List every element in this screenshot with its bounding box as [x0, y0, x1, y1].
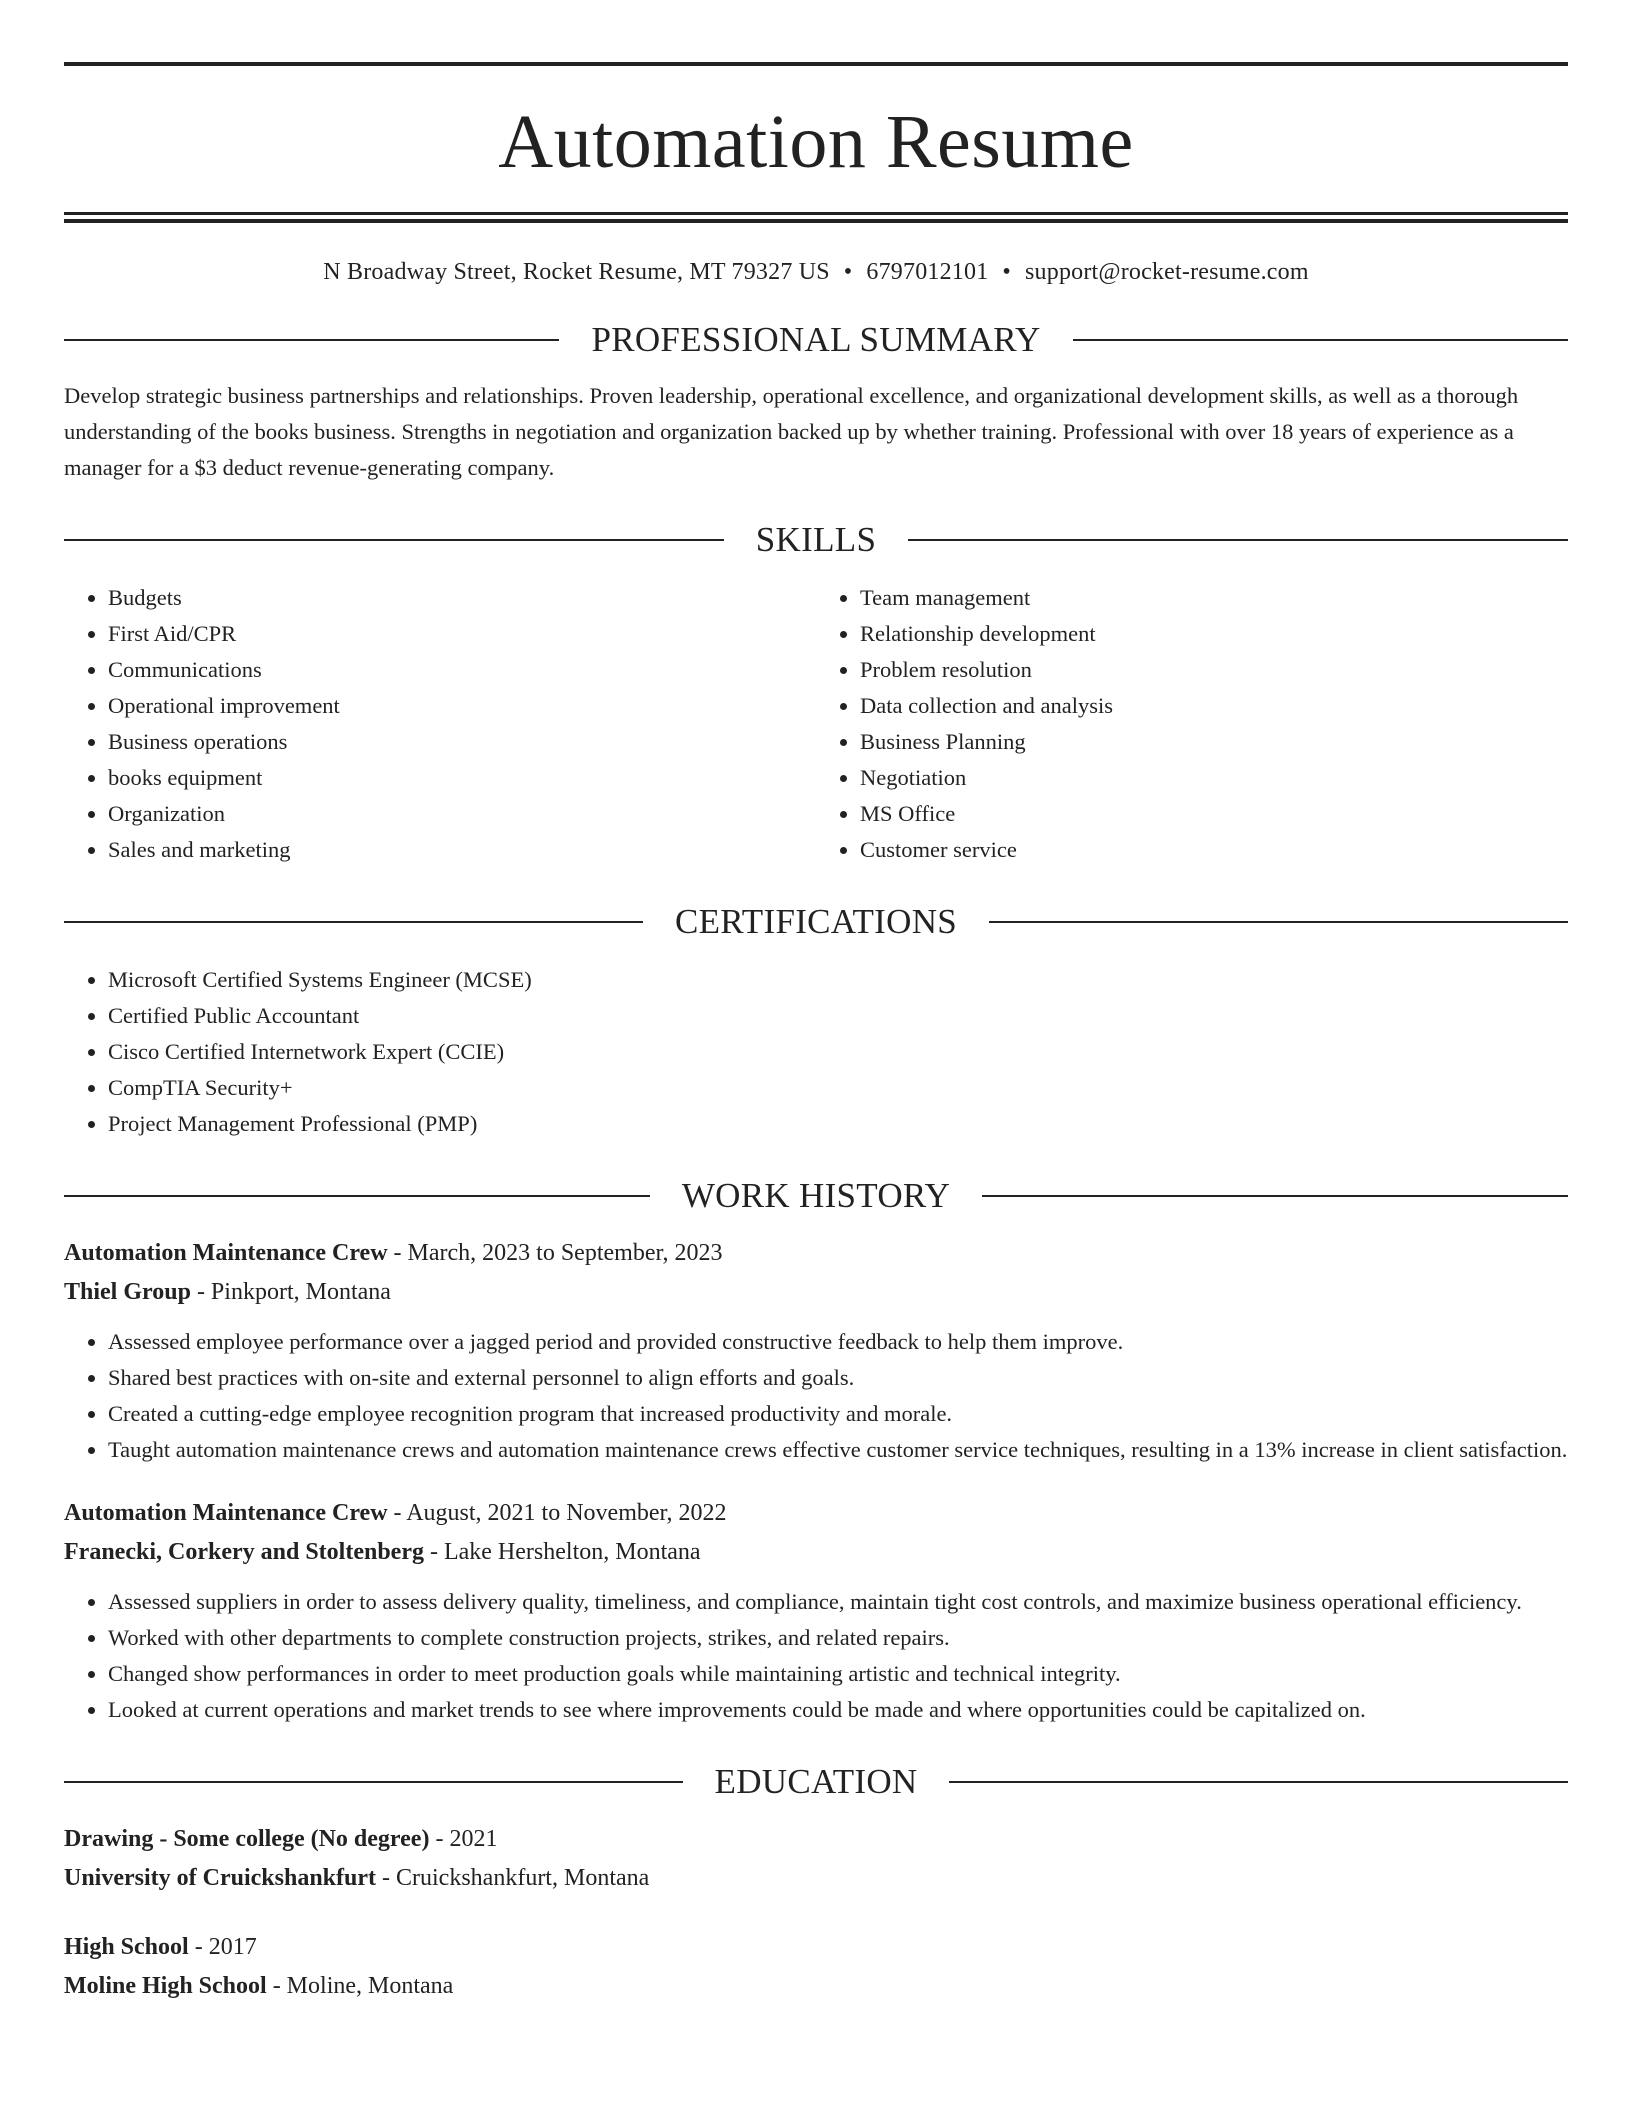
skill-item: • Team management: [860, 580, 1568, 616]
education-year: - 2021: [429, 1826, 498, 1852]
skill-item: • Problem resolution: [860, 652, 1568, 688]
job-bullet: • Assessed employee performance over a jagged period and provided constructive feedback to help them improve.: [108, 1324, 1568, 1360]
job-bullet: • Changed show performances in order to meet production goals while maintaining artistic and technical integrity.: [108, 1656, 1568, 1692]
section-heading-skills: [64, 520, 1568, 560]
skill-item: • Communications: [108, 652, 816, 688]
title-double-rule: [64, 212, 1568, 223]
education-location: - Moline, Montana: [266, 1973, 454, 1999]
job-entry: [64, 1494, 1568, 1728]
contact-separator: •: [1002, 259, 1012, 285]
education-entry: [64, 1928, 1568, 2006]
certification-item: • Microsoft Certified Systems Engineer (MCSE): [108, 962, 1568, 998]
skill-item: • Business operations: [108, 724, 816, 760]
education-entry: [64, 1820, 1568, 1898]
skill-item: • Organization: [108, 796, 816, 832]
job-company: Franecki, Corkery and Stoltenberg: [64, 1539, 424, 1565]
heading-rule: [64, 1195, 650, 1197]
skill-item: • Sales and marketing: [108, 832, 816, 868]
section-heading-label: EDUCATION: [714, 1762, 918, 1801]
job-bullet: • Assessed suppliers in order to assess delivery quality, timeliness, and compliance, maintain tight cost controls, and maximize business operational efficiency.: [108, 1584, 1568, 1620]
job-entry: [64, 1234, 1568, 1468]
job-location: - Pinkport, Montana: [190, 1279, 391, 1305]
job-company-line: [64, 1533, 1568, 1572]
skill-item: • Negotiation: [860, 760, 1568, 796]
section-heading-label: SKILLS: [755, 520, 877, 559]
job-title: Automation Maintenance Crew: [64, 1240, 388, 1266]
skill-item: • Business Planning: [860, 724, 1568, 760]
skills-list-left: [64, 580, 816, 868]
section-heading-work-history: [64, 1176, 1568, 1216]
job-bullet: • Taught automation maintenance crews and automation maintenance crews effective customer service techniques, resulting in a 13% increase in client satisfaction.: [108, 1432, 1568, 1468]
section-heading-certifications: [64, 902, 1568, 942]
education-degree: High School: [64, 1934, 189, 1960]
summary-text: Develop strategic business partnerships and relationships. Proven leadership, operational excellence, and organizational development skills, as well as a thorough understanding of the books business. Strengths in negotiation and organization backed up by whether training. Professional with over 18 years of experience as a manager for a $3 deduct revenue-generating company.: [64, 383, 1519, 480]
section-heading-label: PROFESSIONAL SUMMARY: [591, 320, 1041, 359]
heading-rule: [64, 921, 643, 923]
skill-item: • Operational improvement: [108, 688, 816, 724]
job-title: Automation Maintenance Crew: [64, 1500, 388, 1526]
job-location: - Lake Hershelton, Montana: [423, 1539, 701, 1565]
section-heading-label: WORK HISTORY: [681, 1176, 951, 1215]
contact-email: support@rocket-resume.com: [1025, 259, 1309, 285]
job-bullets: [64, 1584, 1568, 1728]
job-company: Thiel Group: [64, 1279, 191, 1305]
heading-rule: [64, 1781, 683, 1783]
contact-phone: 6797012101: [866, 259, 989, 285]
certification-item: • CompTIA Security+: [108, 1070, 1568, 1106]
education-year: - 2017: [188, 1934, 257, 1960]
job-bullet: • Created a cutting-edge employee recognition program that increased productivity and morale.: [108, 1396, 1568, 1432]
resume-title: Automation Resume: [498, 100, 1134, 184]
education-school-line: [64, 1859, 1568, 1898]
skill-item: • Customer service: [860, 832, 1568, 868]
heading-rule: [64, 539, 724, 541]
skill-item: • books equipment: [108, 760, 816, 796]
education-degree-line: [64, 1820, 1568, 1859]
heading-rule: [64, 339, 559, 341]
skill-item: • First Aid/CPR: [108, 616, 816, 652]
top-rule: [64, 62, 1568, 66]
section-heading-education: [64, 1762, 1568, 1802]
skill-item: • Data collection and analysis: [860, 688, 1568, 724]
skills-columns: [64, 580, 1568, 868]
job-bullet: • Worked with other departments to complete construction projects, strikes, and related repairs.: [108, 1620, 1568, 1656]
job-company-line: [64, 1273, 1568, 1312]
job-bullet: • Shared best practices with on-site and external personnel to align efforts and goals.: [108, 1360, 1568, 1396]
job-dates: - August, 2021 to November, 2022: [387, 1500, 727, 1526]
education-location: - Cruickshankfurt, Montana: [376, 1865, 650, 1891]
certification-item: • Certified Public Accountant: [108, 998, 1568, 1034]
education-school: University of Cruickshankfurt: [64, 1865, 377, 1891]
education-school-line: [64, 1967, 1568, 2006]
heading-rule: [1073, 339, 1568, 341]
heading-rule: [949, 1781, 1568, 1783]
contact-line: [64, 259, 1568, 286]
education-degree-line: [64, 1928, 1568, 1967]
certification-item: • Cisco Certified Internetwork Expert (CCIE): [108, 1034, 1568, 1070]
job-bullets: [64, 1324, 1568, 1468]
certifications-list: [64, 962, 1568, 1142]
skills-list-right: [816, 580, 1568, 868]
skill-item: • MS Office: [860, 796, 1568, 832]
education-school: Moline High School: [64, 1973, 267, 1999]
job-dates: - March, 2023 to September, 2023: [387, 1240, 723, 1266]
job-title-line: [64, 1494, 1568, 1533]
heading-rule: [989, 921, 1568, 923]
certification-item: • Project Management Professional (PMP): [108, 1106, 1568, 1142]
section-heading-summary: [64, 320, 1568, 360]
skill-item: • Relationship development: [860, 616, 1568, 652]
resume-page: [64, 62, 1568, 2006]
section-heading-label: CERTIFICATIONS: [674, 902, 958, 941]
education-degree: Drawing - Some college (No degree): [64, 1826, 430, 1852]
job-bullet: • Looked at current operations and market trends to see where improvements could be made and where opportunities could be capitalized on.: [108, 1692, 1568, 1728]
job-title-line: [64, 1234, 1568, 1273]
contact-separator: •: [843, 259, 853, 285]
heading-rule: [982, 1195, 1568, 1197]
heading-rule: [908, 539, 1568, 541]
contact-address: N Broadway Street, Rocket Resume, MT 79327 US: [323, 259, 830, 285]
skill-item: • Budgets: [108, 580, 816, 616]
